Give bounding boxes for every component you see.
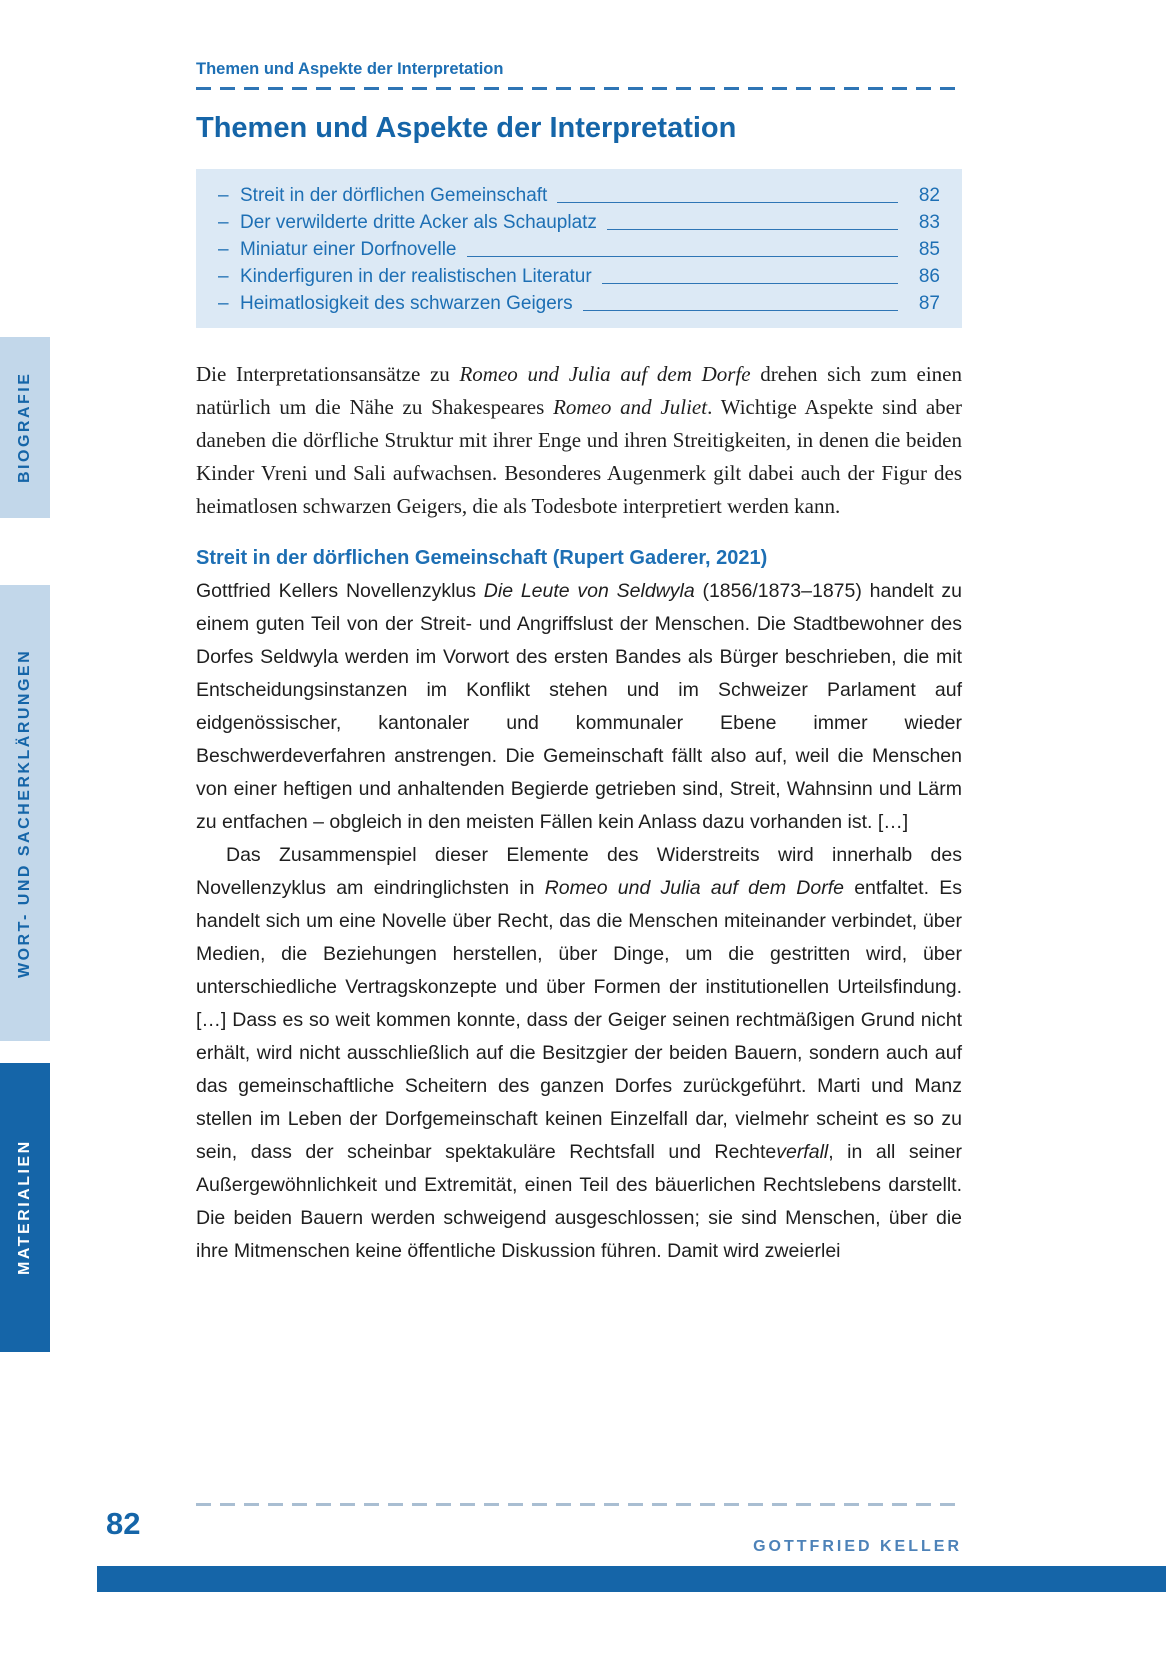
toc-item-label: Streit in der dörflichen Gemeinschaft xyxy=(240,185,548,206)
toc-item-page: 82 xyxy=(918,185,940,206)
footer-bar xyxy=(97,1566,1166,1592)
page-title: Themen und Aspekte der Interpretation xyxy=(196,112,737,144)
toc-leader-line xyxy=(607,229,898,230)
sidebar-tab-label: WORT- UND SACHERKLÄRUNGEN xyxy=(16,648,33,978)
toc-item xyxy=(218,209,940,236)
toc-box xyxy=(196,169,962,328)
sidebar-tab-biografie xyxy=(0,337,50,518)
toc-leader-line xyxy=(602,283,898,284)
sidebar-tab-wort-und-sacherklaerungen xyxy=(0,585,50,1041)
toc-leader-line xyxy=(467,256,899,257)
top-dashed-rule xyxy=(196,87,962,90)
toc-item-label: Heimatlosigkeit des schwarzen Geigers xyxy=(240,293,573,314)
toc-item-page: 87 xyxy=(918,293,940,314)
toc-item-marker: – xyxy=(218,266,229,287)
toc-leader-line xyxy=(583,310,898,311)
footer-author: GOTTFRIED KELLER xyxy=(753,1538,962,1555)
sidebar-tab-label: BIOGRAFIE xyxy=(16,371,33,484)
toc-item-label: Der verwilderte dritte Acker als Schauplatz xyxy=(240,212,597,233)
toc-item-marker: – xyxy=(218,293,229,314)
toc-item xyxy=(218,263,940,290)
toc-item-marker: – xyxy=(218,239,229,260)
toc-item-page: 86 xyxy=(918,266,940,287)
toc-item-label: Miniatur einer Dorfnovelle xyxy=(240,239,457,260)
toc-item-page: 85 xyxy=(918,239,940,260)
toc-item-label: Kinderfiguren in der realistischen Literatur xyxy=(240,266,592,287)
toc-item xyxy=(218,182,940,209)
content-column xyxy=(196,60,962,1268)
quote-paragraph-2: Das Zusammenspiel dieser Elemente des Widerstreits wird innerhalb des Novellenzyklus am eindringlichsten in Romeo und Julia auf dem Dorfe entfaltet. Es handelt sich um eine Novelle über Recht, das die Menschen miteinander verbindet, über Medien, die Beziehungen herstellen, über Dinge, um die gestritten wird, über unterschiedliche Vertragskonzepte und über Formen der institutionellen Urteilsfindung. […] Dass es so weit kommen konnte, dass der Geiger seinen rechtmäßigen Grund nicht erhält, wird nicht ausschließlich auf die Besitzgier der beiden Bauern, sondern auch auf das gemeinschaftliche Scheitern des ganzen Dorfes zurückgeführt. Marti und Manz stellen im Leben der Dorfgemeinschaft keinen Einzelfall dar, vielmehr scheint es so zu sein, dass der scheinbar spektakuläre Rechtsfall und Rechteverfall, in all seiner Außergewöhnlichkeit und Extremität, einen Teil des bäuerlichen Rechtslebens darstellt. Die beiden Bauern werden schweigend ausgeschlossen; sie sind Menschen, über die ihre Mitmenschen keine öffentliche Diskussion führen. Damit wird zweierlei xyxy=(196,844,963,1262)
toc-item xyxy=(218,290,940,317)
sidebar-tab-label: MATERIALIEN xyxy=(16,1139,33,1276)
quote-paragraph-1: Gottfried Kellers Novellenzyklus Die Leute von Seldwyla (1856/1873–1875) handelt zu einem guten Teil von der Streit- und Angriffslust der Menschen. Die Stadtbewohner des Dorfes Seldwyla werden im Vorwort des ersten Bandes als Bürger beschrieben, die mit Entscheidungsinstanzen im Konflikt stehen und im Schweizer Parlament auf eidgenössischer, kantonaler und kommunaler Ebene immer wieder Beschwerdeverfahren anstrengen. Die Gemeinschaft fällt also auf, weil die Menschen von einer heftigen und anhaltenden Begierde getrieben sind, Streit, Wahnsinn und Lärm zu entfachen – obgleich in den meisten Fällen kein Anlass dazu vorhanden ist. […] xyxy=(196,580,962,833)
toc-item-marker: – xyxy=(218,212,229,233)
sidebar-tab-materialien xyxy=(0,1063,50,1352)
toc-item-page: 83 xyxy=(918,212,940,233)
toc-item-marker: – xyxy=(218,185,229,206)
intro-paragraph: Die Interpretationsansätze zu Romeo und Julia auf dem Dorfe drehen sich zum einen natürlich um die Nähe zu Shakespeares Romeo and Juliet. Wichtige Aspekte sind aber daneben die dörfliche Struktur mit ihrer Enge und ihren Streitigkeiten, in denen die beiden Kinder Vreni und Sali aufwachsen. Besonderes Augenmerk gilt dabei auch der Figur des heimatlosen schwarzen Geigers, die als Todesbote interpretiert werden kann. xyxy=(196,362,963,518)
bottom-dashed-rule xyxy=(196,1503,962,1506)
toc-item xyxy=(218,236,940,263)
page-number: 82 xyxy=(106,1506,141,1541)
section-heading: Streit in der dörflichen Gemeinschaft (Rupert Gaderer, 2021) xyxy=(196,547,768,569)
toc-leader-line xyxy=(557,202,898,203)
running-head: Themen und Aspekte der Interpretation xyxy=(196,60,504,78)
